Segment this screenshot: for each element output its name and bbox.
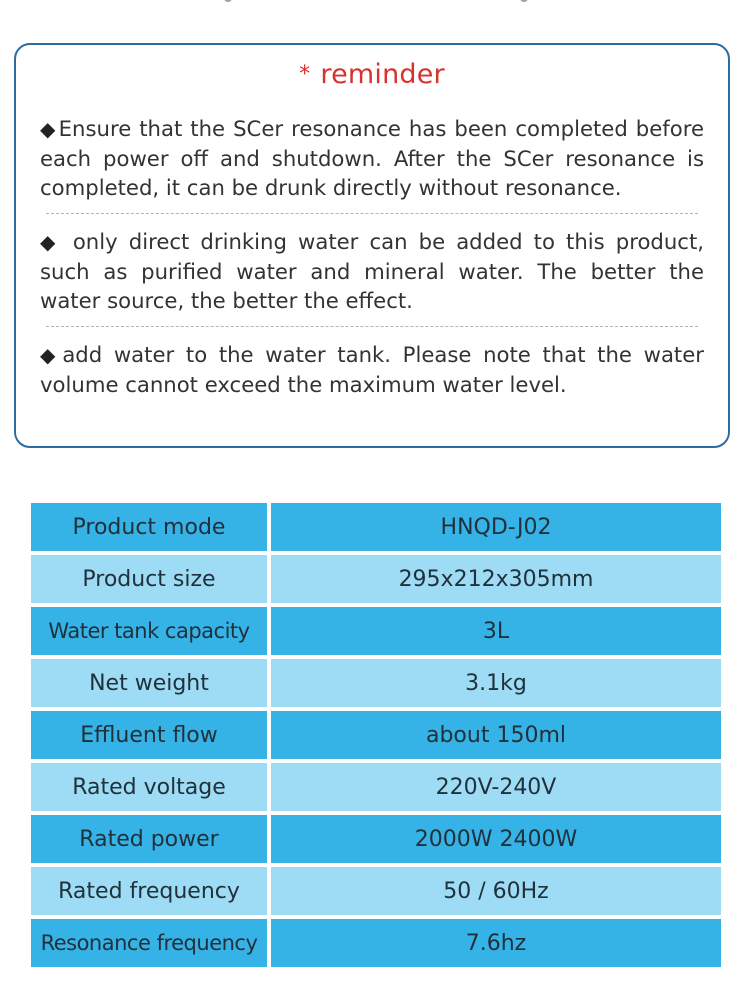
spec-label: Rated frequency: [31, 867, 267, 915]
spec-label: Net weight: [31, 659, 267, 707]
top-cropped-decoration: [0, 0, 750, 4]
spec-row-rated-frequency: [31, 867, 721, 915]
spec-label: Resonance frequency: [31, 919, 267, 967]
reminder-note-text: Ensure that the SCer resonance has been completed before each power off and shutdown. After the SCer resonance is completed, it can be drunk directly without resonance.: [40, 116, 704, 200]
spec-row-product-mode: [31, 503, 721, 551]
reminder-note-3: [40, 340, 704, 399]
dashed-divider: [46, 213, 698, 214]
diamond-bullet-icon: ◆: [40, 343, 61, 367]
spec-label: Product mode: [31, 503, 267, 551]
reminder-box: [14, 43, 730, 448]
spec-value: 7.6hz: [271, 919, 721, 967]
reminder-note-text: only direct drinking water can be added to this product, such as purified water and mineral water. The better the water source, the better the effect.: [40, 229, 704, 313]
dashed-divider: [46, 326, 698, 327]
spec-value: 3L: [271, 607, 721, 655]
spec-label: Rated voltage: [31, 763, 267, 811]
spec-row-net-weight: [31, 659, 721, 707]
cropped-mark-right: [520, 0, 528, 2]
spec-value: about 150ml: [271, 711, 721, 759]
spec-value: 50 / 60Hz: [271, 867, 721, 915]
spec-label: Product size: [31, 555, 267, 603]
spec-value: 220V-240V: [271, 763, 721, 811]
diamond-bullet-icon: ◆: [40, 117, 57, 141]
spec-row-rated-power: [31, 815, 721, 863]
spec-value: 3.1kg: [271, 659, 721, 707]
diamond-bullet-icon: ◆: [40, 230, 60, 254]
spec-row-resonance-frequency: [31, 919, 721, 967]
reminder-title: reminder: [320, 59, 445, 90]
spec-label: Water tank capacity: [31, 607, 267, 655]
spec-row-water-tank-capacity: [31, 607, 721, 655]
reminder-note-1: [40, 114, 704, 202]
star-icon: *: [299, 62, 311, 87]
spec-row-effluent-flow: [31, 711, 721, 759]
reminder-notes: [40, 114, 704, 399]
spec-row-product-size: [31, 555, 721, 603]
spec-row-rated-voltage: [31, 763, 721, 811]
spec-label: Effluent flow: [31, 711, 267, 759]
cropped-mark-left: [224, 0, 232, 2]
reminder-note-text: add water to the water tank. Please note that the water volume cannot exceed the maximum water level.: [40, 342, 704, 397]
spec-value: 295x212x305mm: [271, 555, 721, 603]
spec-value: HNQD-J02: [271, 503, 721, 551]
spec-value: 2000W 2400W: [271, 815, 721, 863]
reminder-heading: [16, 58, 728, 92]
spec-label: Rated power: [31, 815, 267, 863]
reminder-note-2: [40, 227, 704, 315]
spec-table: [31, 503, 721, 967]
